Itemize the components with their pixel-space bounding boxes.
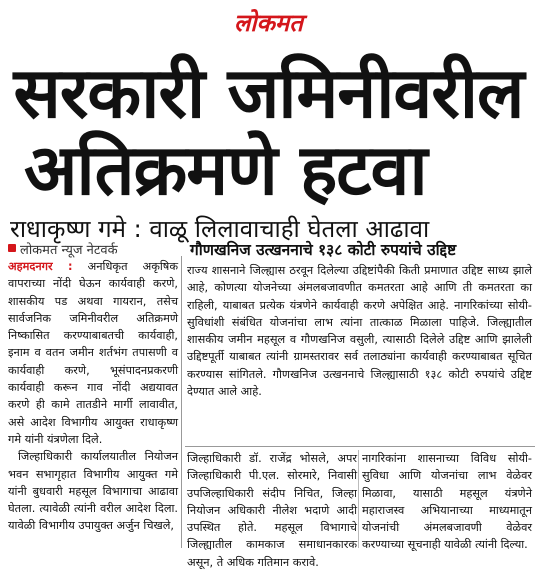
newspaper-logo: लोकमत bbox=[234, 9, 303, 37]
article-paragraph: नागरिकांना शासनाच्या विविध सोयी-सुविधा आणि योजनांचा लाभ वेळेवर मिळावा, यासाठी महसूल यंत्रणेने महाराजस्व अभियानाच्या माध्यमातून योजनांची अंमलबजावणी वेळेवर करण्याच्या सूचनाही यावेळी त्यांनी दिल्या. bbox=[362, 452, 532, 552]
masthead bbox=[0, 0, 537, 42]
headline-line-1: सरकारी जमिनीवरील bbox=[13, 52, 524, 134]
section-divider bbox=[185, 446, 535, 447]
article-column-2 bbox=[187, 262, 532, 400]
dateline: अहमदनगर : bbox=[8, 260, 73, 273]
article-column-4 bbox=[362, 450, 532, 554]
column-divider bbox=[358, 450, 359, 548]
subheadline: राधाकृष्ण गमे : वाळू लिलावाचाही घेतला आढावा bbox=[10, 215, 430, 243]
paragraph-text: अनधिकृत अकृषिक वापराच्या नोंदी घेऊन कार्यवाही करणे, शासकीय पड अथवा गायरान, तसेच सार्वजनिक जमिनीवरील अतिक्रमणे निष्कासित करण्याबाबतची कार्यवाही, इनाम व वतन जमीन शर्तभंग तपासणी व कार्यवाही करणे, भूसंपादनप्रकरणी कार्यवाही करून गाव नोंदी अद्ययावत करणे ही कामे तातडीने मार्गी लावावीत, असे आदेश विभागीय आयुक्त राधाकृष्ण गमे यांनी यंत्रणेला दिले. bbox=[8, 260, 179, 446]
article-paragraph: राज्य शासनाने जिल्ह्यास ठरवून दिलेल्या उद्दिष्टांपैकी किती प्रमाणात उद्दिष्ट साध्य झाले आहे, कोणत्या योजनेच्या अंमलबजावणीत कमतरता आहे आणि ती कमतरता का राहिली, याबाबत प्रत्येक यंत्रणेने कार्यवाही करणे अपेक्षित आहे. नागरिकांच्या सोयी-सुविधांशी संबंधित योजनांचा लाभ त्यांना तात्काळ मिळाला पाहिजे. जिल्ह्यातील शासकीय जमीन महसूल व गौणखनिज वसुली, त्यासाठी दिलेले उद्दिष्ट आणि झालेली उद्दिष्टपूर्ती याबाबत त्यांनी ग्रामस्तरावर सर्व तलाठ्यांना कार्यवाही करण्याबाबत सूचित करण्यास सांगितले. गौणखनिज उत्खननाचे जिल्ह्यासाठी १३८ कोटी रुपयांचे उद्दिष्ट देण्यात आले आहे. bbox=[187, 264, 532, 399]
article-column-1 bbox=[8, 258, 178, 535]
column-divider bbox=[181, 256, 182, 548]
article-paragraph: जिल्हाधिकारी डॉ. राजेंद्र भोसले, अपर जिल्हाधिकारी पी.एल. सोरमारे, निवासी उपजिल्हाधिकारी संदीप निचित, जिल्हा नियोजन अधिकारी नीलेश भदाणे आदी उपस्थित होते. महसूल विभागाचे जिल्ह्यातील कामकाज समाधानकारक असून, ते अधिक गतिमान करावे. bbox=[187, 452, 357, 569]
article-column-3 bbox=[187, 450, 357, 571]
article-paragraph bbox=[8, 258, 178, 448]
byline: लोकमत न्यूज नेटवर्क bbox=[20, 243, 118, 258]
byline-bullet-icon bbox=[8, 244, 16, 252]
article-paragraph: जिल्हाधिकारी कार्यालयातील नियोजन भवन सभागृहात विभागीय आयुक्त गमे यांनी बुधवारी महसूल विभागाचा आढावा घेतला. त्यावेळी त्यांनी वरील आदेश दिला. यावेळी विभागीय उपायुक्त अर्जुन चिखले, bbox=[8, 450, 178, 533]
second-headline: गौणखनिज उत्खननाचे १३८ कोटी रुपयांचे उद्दिष्ट bbox=[190, 241, 457, 259]
headline-line-2: अतिक्रमणे हटवा bbox=[24, 129, 427, 211]
